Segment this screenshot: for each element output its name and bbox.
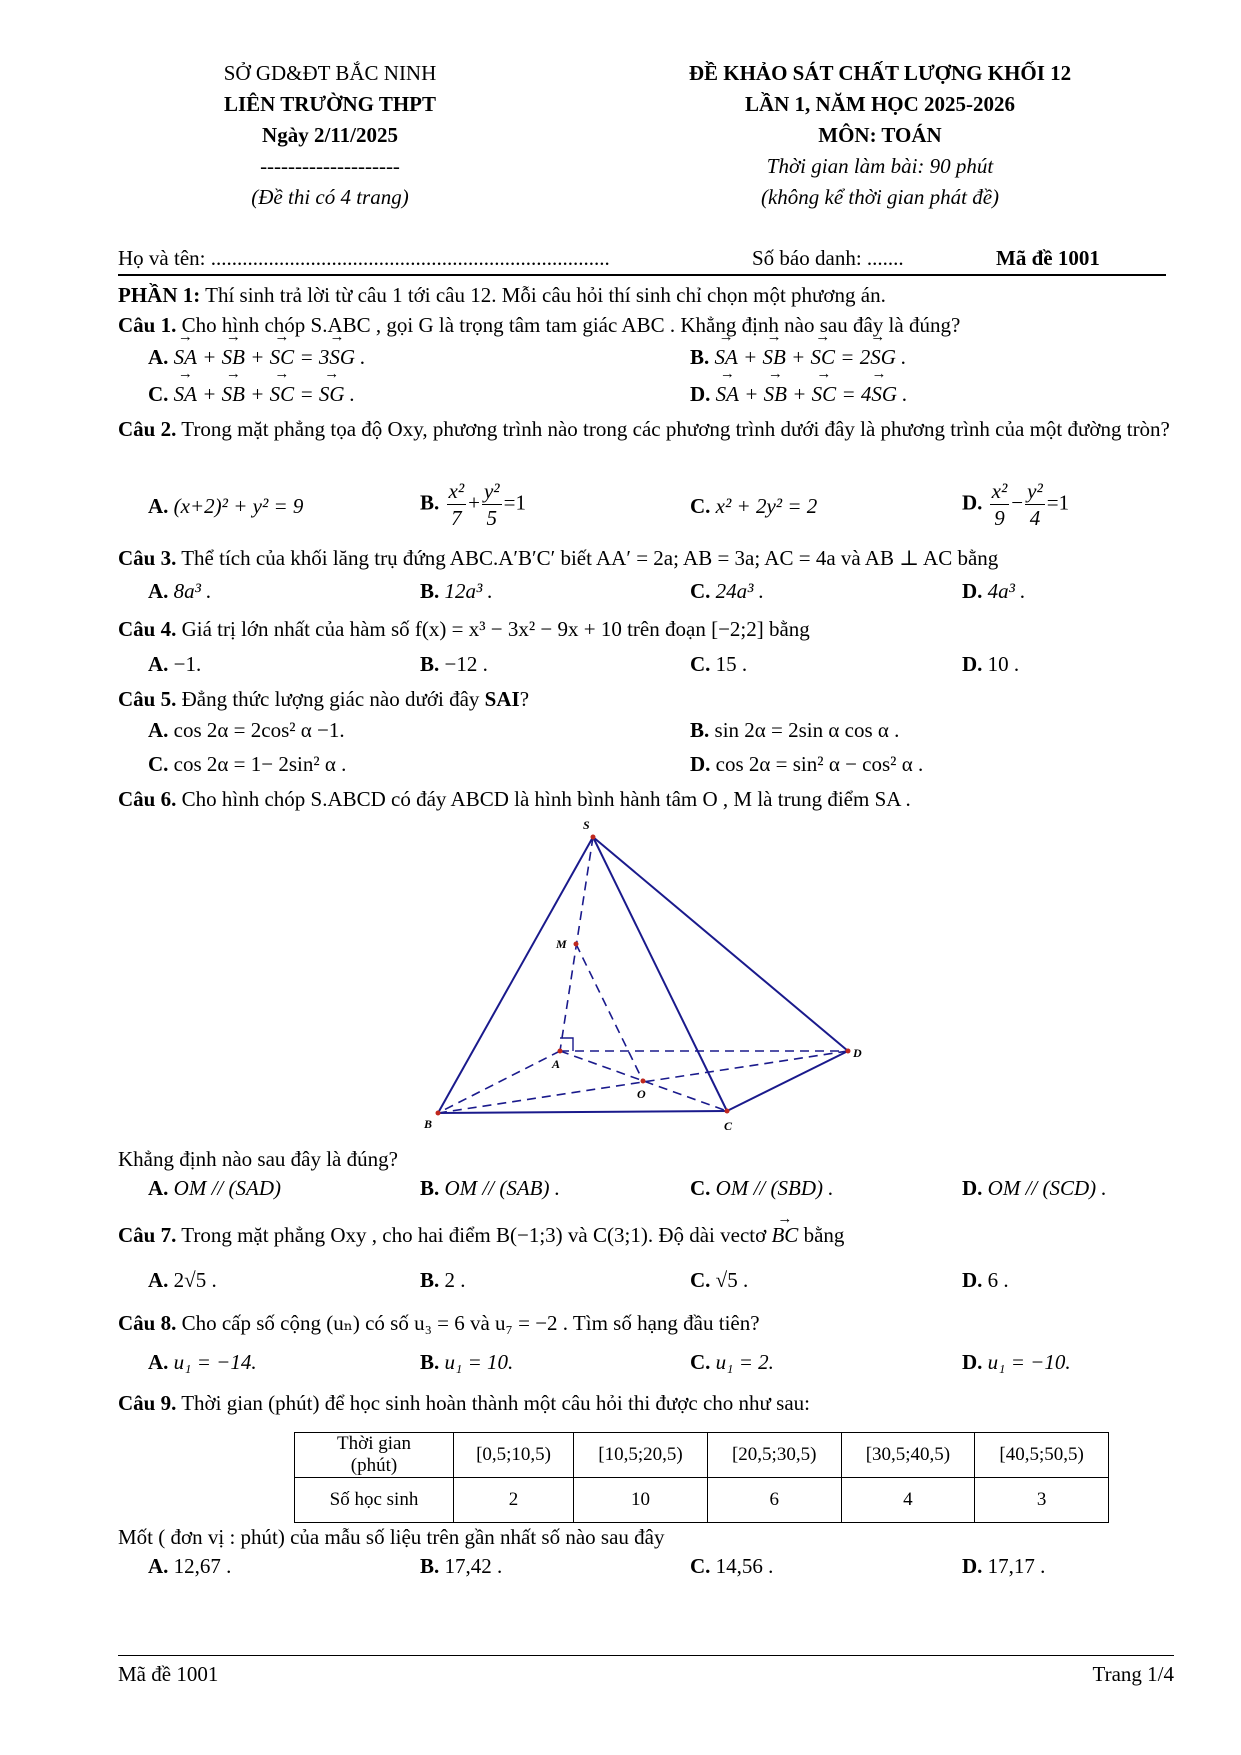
school-header bbox=[120, 58, 540, 213]
question-1: Câu 1. Cho hình chóp S.ABC , gọi G là trọng tâm tam giác ABC . Khẳng định nào sau đây là đúng? bbox=[118, 313, 961, 337]
q4-option-a[interactable]: A. −1. bbox=[148, 652, 202, 676]
part1-instruction: PHẦN 1: Thí sinh trả lời từ câu 1 tới câu 12. Mỗi câu hỏi thí sinh chỉ chọn một phương án. bbox=[118, 283, 886, 307]
label-point-c: C bbox=[724, 1119, 733, 1133]
q1-option-d[interactable]: D. SA → + SB → + SC → = 4SG → . bbox=[690, 382, 908, 407]
q7-option-a[interactable]: A. 2√5 . bbox=[148, 1268, 217, 1292]
q2-option-d[interactable]: D. $\frac{\text{x²}}{9}$ − $\frac{\text{y²}}{4}$ =1 bbox=[962, 479, 1070, 530]
table-cell: 3 bbox=[975, 1478, 1109, 1523]
q5-option-d[interactable]: D. cos 2α = sin² α − cos² α . bbox=[690, 752, 924, 776]
q8-option-d[interactable]: D. u₁ = −10. bbox=[962, 1350, 1071, 1374]
table-col-3: [20,5;30,5) bbox=[707, 1433, 841, 1478]
table-cell: 6 bbox=[707, 1478, 841, 1523]
table-col-4: [30,5;40,5) bbox=[841, 1433, 975, 1478]
q3-option-d[interactable]: D. 4a³ . bbox=[962, 579, 1026, 603]
label-point-m: M bbox=[556, 937, 567, 951]
q3-option-b[interactable]: B. 12a³ . bbox=[420, 579, 493, 603]
footer-page-number: Trang 1/4 bbox=[1092, 1662, 1174, 1686]
student-id-field: Số báo danh: ....... bbox=[752, 246, 904, 270]
question-3: Câu 3. Thể tích của khối lăng trụ đứng ABC.A′B′C′ biết AA′ = 2a; AB = 3a; AC = 4a và AB ⊥ AC bằng bbox=[118, 546, 999, 570]
school-name: LIÊN TRƯỜNG THPT bbox=[224, 92, 436, 116]
q9-option-d[interactable]: D. 17,17 . bbox=[962, 1554, 1046, 1578]
q8-option-b[interactable]: B. u₁ = 10. bbox=[420, 1350, 514, 1374]
exam-duration-note: (không kể thời gian phát đề) bbox=[760, 185, 1000, 209]
q9-option-c[interactable]: C. 14,56 . bbox=[690, 1554, 774, 1578]
exam-title: ĐỀ KHẢO SÁT CHẤT LƯỢNG KHỐI 12 bbox=[688, 61, 1072, 85]
q9-prompt: Mốt ( đơn vị : phút) của mẫu số liệu trên gần nhất số nào sau đây bbox=[118, 1525, 665, 1549]
q2-option-c[interactable]: C. x² + 2y² = 2 bbox=[690, 494, 818, 518]
q9-option-b[interactable]: B. 17,42 . bbox=[420, 1554, 503, 1578]
label-point-a: A bbox=[552, 1057, 561, 1071]
question-4: Câu 4. Giá trị lớn nhất của hàm số f(x) = x³ − 3x² − 9x + 10 trên đoạn [−2;2] bằng bbox=[118, 617, 810, 641]
table-row bbox=[295, 1433, 1109, 1478]
q6-option-d[interactable]: D. OM // (SCD) . bbox=[962, 1176, 1107, 1200]
label-point-d: D bbox=[853, 1046, 862, 1060]
q2-option-b[interactable]: B. $\frac{\text{x²}}{7}$ + $\frac{\text{y²}}{5}$ =1 bbox=[420, 479, 526, 530]
q4-option-b[interactable]: B. −12 . bbox=[420, 652, 488, 676]
footer-exam-code: Mã đề 1001 bbox=[118, 1662, 219, 1686]
exam-duration: Thời gian làm bài: 90 phút bbox=[766, 154, 994, 178]
q1-option-c[interactable]: C. SA → + SB → + SC → = SG → . bbox=[148, 382, 355, 407]
exam-session: LẦN 1, NĂM HỌC 2025-2026 bbox=[744, 92, 1016, 116]
question-8: Câu 8. Cho cấp số cộng (uₙ) có số u₃ = 6 và u₇ = −2 . Tìm số hạng đầu tiên? bbox=[118, 1311, 760, 1335]
exam-code: Mã đề 1001 bbox=[996, 246, 1100, 270]
label-point-s: S bbox=[583, 818, 590, 832]
footer-rule bbox=[118, 1655, 1174, 1656]
table-row bbox=[295, 1478, 1109, 1523]
page-count-note: (Đề thi có 4 trang) bbox=[251, 185, 409, 209]
q8-option-c[interactable]: C. u₁ = 2. bbox=[690, 1350, 774, 1374]
table-col-2: [10,5;20,5) bbox=[574, 1433, 708, 1478]
q5-option-c[interactable]: C. cos 2α = 1− 2sin² α . bbox=[148, 752, 347, 776]
q3-option-a[interactable]: A. 8a³ . bbox=[148, 579, 212, 603]
question-5: Câu 5. Đẳng thức lượng giác nào dưới đây SAI? bbox=[118, 687, 530, 711]
table-col-1: [0,5;10,5) bbox=[454, 1433, 574, 1478]
student-name-field: Họ và tên: ............................................................................ bbox=[118, 246, 610, 270]
q7-option-d[interactable]: D. 6 . bbox=[962, 1268, 1009, 1292]
exam-header bbox=[600, 58, 1160, 213]
dept-name: SỞ GD&ĐT BẮC NINH bbox=[223, 61, 437, 85]
label-point-b: B bbox=[424, 1117, 433, 1131]
q6-prompt: Khẳng định nào sau đây là đúng? bbox=[118, 1147, 398, 1171]
question-6: Câu 6. Cho hình chóp S.ABCD có đáy ABCD là hình bình hành tâm O , M là trung điểm SA . bbox=[118, 787, 911, 811]
question-9: Câu 9. Thời gian (phút) để học sinh hoàn thành một câu hỏi thi được cho như sau: bbox=[118, 1391, 810, 1415]
q6-option-c[interactable]: C. OM // (SBD) . bbox=[690, 1176, 834, 1200]
exam-date: Ngày 2/11/2025 bbox=[262, 123, 398, 147]
q8-option-a[interactable]: A. u₁ = −14. bbox=[148, 1350, 257, 1374]
q6-option-a[interactable]: A. OM // (SAD) bbox=[148, 1176, 281, 1200]
q1-option-a[interactable]: A. SA → + SB → + SC → = 3SG → . bbox=[148, 345, 366, 370]
frequency-table bbox=[294, 1432, 1109, 1523]
q2-option-a[interactable]: A. (x+2)² + y² = 9 bbox=[148, 494, 304, 518]
table-col-5: [40,5;50,5) bbox=[975, 1433, 1109, 1478]
q1-option-b[interactable]: B. SA → + SB → + SC → = 2SG → . bbox=[690, 345, 906, 370]
question-7: Câu 7. Trong mặt phẳng Oxy , cho hai điểm B(−1;3) và C(3;1). Độ dài vectơ BC → bằng bbox=[118, 1220, 1178, 1250]
q3-option-c[interactable]: C. 24a³ . bbox=[690, 579, 764, 603]
header-rule bbox=[118, 274, 1166, 276]
table-header-time: Thời gian (phút) bbox=[295, 1433, 454, 1478]
q5-option-b[interactable]: B. sin 2α = 2sin α cos α . bbox=[690, 718, 900, 742]
table-cell: 2 bbox=[454, 1478, 574, 1523]
table-cell: 10 bbox=[574, 1478, 708, 1523]
table-row-label: Số học sinh bbox=[295, 1478, 454, 1523]
q4-option-d[interactable]: D. 10 . bbox=[962, 652, 1020, 676]
q4-option-c[interactable]: C. 15 . bbox=[690, 652, 748, 676]
q9-option-a[interactable]: A. 12,67 . bbox=[148, 1554, 232, 1578]
separator-dashes: -------------------- bbox=[260, 154, 400, 178]
pyramid-figure bbox=[400, 812, 900, 1142]
q6-option-b[interactable]: B. OM // (SAB) . bbox=[420, 1176, 560, 1200]
label-point-o: O bbox=[637, 1087, 646, 1101]
q5-option-a[interactable]: A. cos 2α = 2cos² α −1. bbox=[148, 718, 345, 742]
exam-subject: MÔN: TOÁN bbox=[818, 123, 942, 147]
table-cell: 4 bbox=[841, 1478, 975, 1523]
question-2: Câu 2. Trong mặt phẳng tọa độ Oxy, phương trình nào trong các phương trình dưới đây là phương trình của một đường tròn? bbox=[118, 417, 1170, 441]
q7-option-c[interactable]: C. √5 . bbox=[690, 1268, 749, 1292]
q7-option-b[interactable]: B. 2 . bbox=[420, 1268, 466, 1292]
